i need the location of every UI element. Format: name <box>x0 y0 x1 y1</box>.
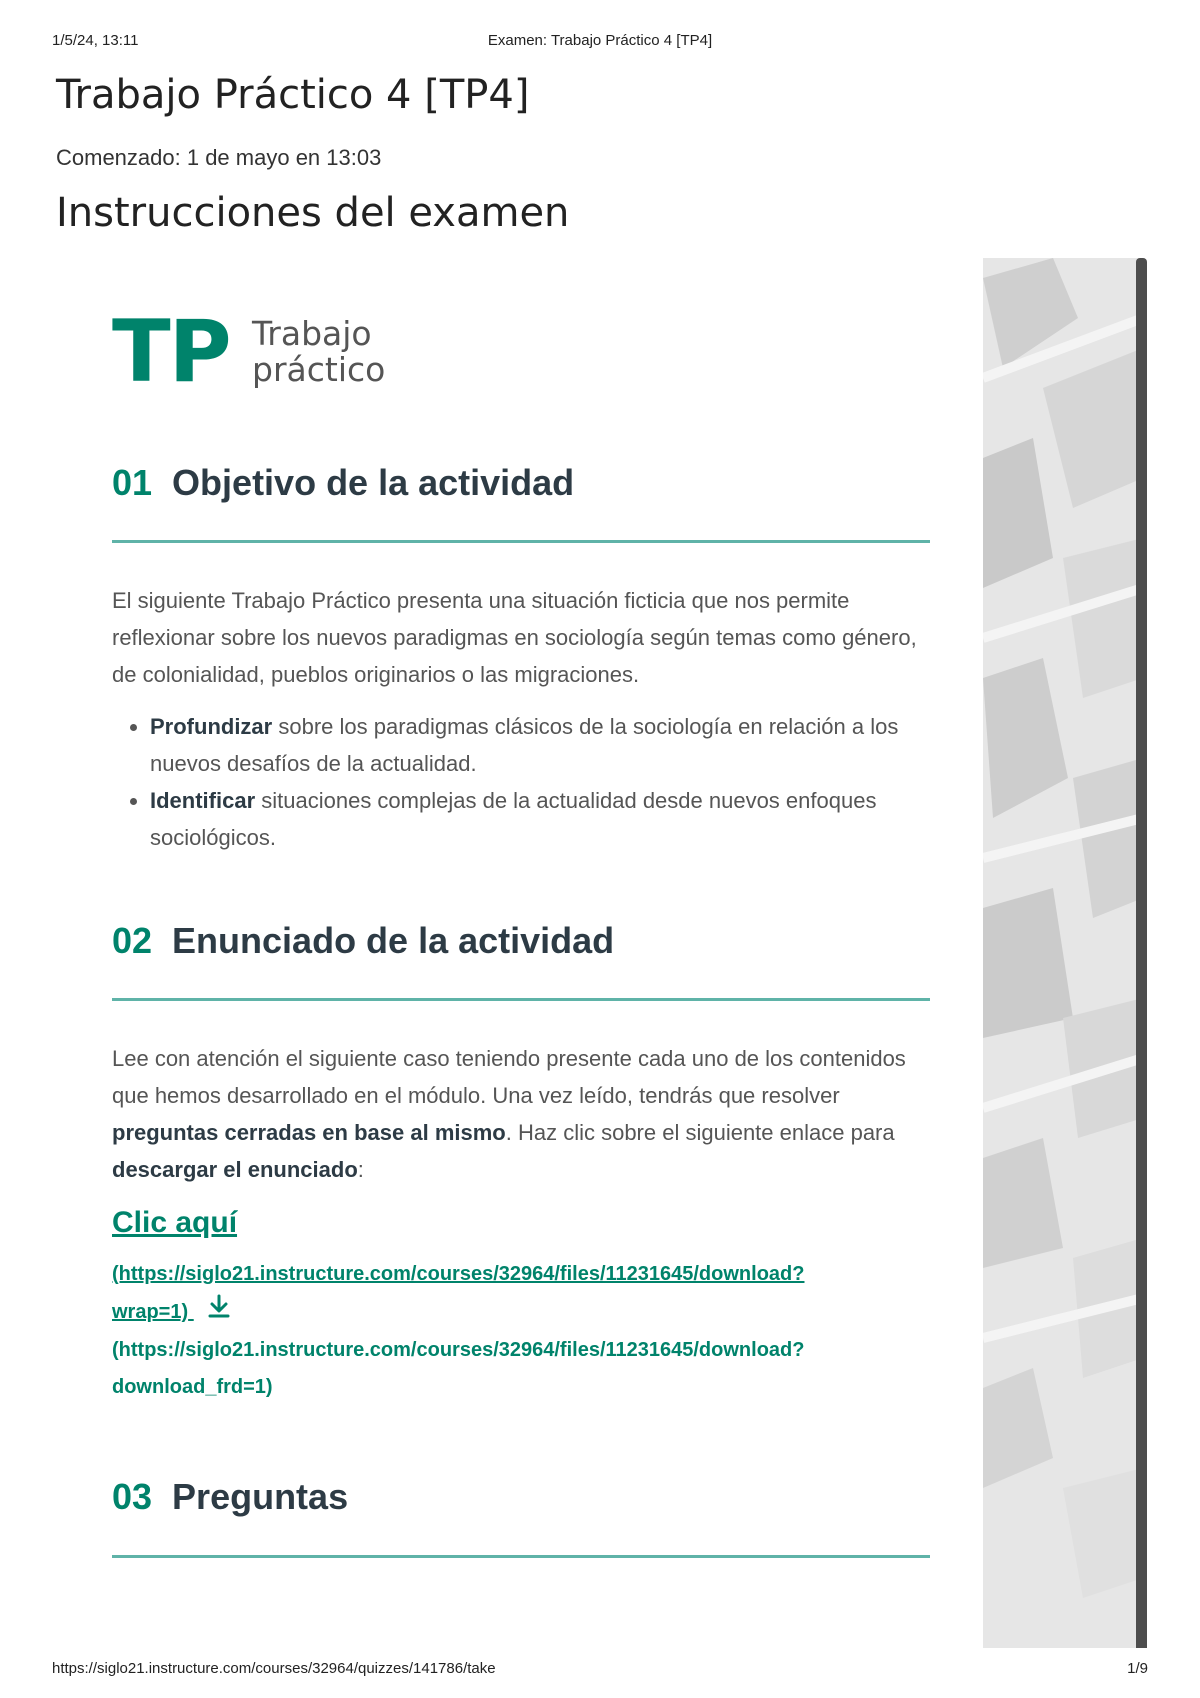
bullet-bold: Profundizar <box>150 714 273 739</box>
print-datetime: 1/5/24, 13:11 <box>52 32 139 49</box>
tp-logo <box>112 302 392 402</box>
bullet-bold: Identificar <box>150 788 256 813</box>
logo-line-1: Trabajo <box>252 314 372 353</box>
list-item <box>150 782 932 856</box>
section-number: 03 <box>112 1476 153 1517</box>
statement-bold: descargar el enunciado <box>112 1157 358 1182</box>
section-title: Preguntas <box>172 1476 349 1517</box>
print-doc-title: Examen: Trabajo Práctico 4 [TP4] <box>487 32 713 49</box>
logo-line-2: práctico <box>252 350 386 389</box>
statement-bold: preguntas cerradas en base al mismo <box>112 1120 506 1145</box>
bullet-text: sobre los paradigmas clásicos de la sociología en relación a los nuevos desafíos de la actualidad. <box>150 714 899 776</box>
download-link[interactable]: Clic aquí <box>112 1206 238 1239</box>
side-scrollbar <box>1136 258 1147 1648</box>
url-line: (https://siglo21.instructure.com/courses/32964/files/11231645/download? <box>112 1339 805 1361</box>
section-heading-03 <box>112 1476 927 1518</box>
list-item <box>150 708 932 782</box>
instructions-title: Instrucciones del examen <box>56 190 570 236</box>
section-divider <box>112 998 930 1001</box>
logo-letters: TP <box>112 302 230 402</box>
print-url: https://siglo21.instructure.com/courses/32964/quizzes/141786/take <box>52 1660 496 1677</box>
objective-intro: El siguiente Trabajo Práctico presenta una situación ficticia que nos permite reflexionar sobre los nuevos paradigmas en sociología según temas como género, de colonialidad, pueblos originarios o las migraciones. <box>112 588 917 687</box>
print-footer <box>52 1660 1148 1677</box>
page-title: Trabajo Práctico 4 [TP4] <box>56 72 530 118</box>
section-title: Objetivo de la actividad <box>172 462 575 503</box>
statement-text <box>112 1040 932 1188</box>
url-line: wrap=1) <box>112 1300 189 1323</box>
bullet-text: situaciones complejas de la actualidad desde nuevos enfoques sociológicos. <box>150 788 877 850</box>
section-number: 02 <box>112 920 153 961</box>
section-divider <box>112 1555 930 1558</box>
download-url-1[interactable] <box>112 1256 932 1332</box>
started-timestamp: Comenzado: 1 de mayo en 13:03 <box>56 145 382 170</box>
print-page-number: 1/9 <box>1127 1660 1148 1677</box>
logo-text <box>252 316 385 388</box>
section-heading-02 <box>112 920 927 962</box>
section-number: 01 <box>112 462 153 503</box>
statement-part: : <box>357 1157 364 1182</box>
section-heading-01 <box>112 462 927 504</box>
statement-part: . Haz clic sobre el siguiente enlace para <box>505 1120 895 1145</box>
section-divider <box>112 540 930 543</box>
url-line: download_frd=1) <box>112 1376 273 1398</box>
download-url-2[interactable] <box>112 1332 932 1406</box>
objective-bullets <box>112 708 932 856</box>
url-line: (https://siglo21.instructure.com/courses/32964/files/11231645/download? <box>112 1263 805 1285</box>
section-title: Enunciado de la actividad <box>172 920 615 961</box>
print-header <box>52 32 1148 49</box>
download-icon[interactable] <box>206 1293 232 1332</box>
decorative-side-image <box>983 258 1143 1648</box>
statement-part: Lee con atención el siguiente caso teniendo presente cada uno de los contenidos que hemos desarrollado en el módulo. Una vez leído, tendrás que resolver <box>112 1046 906 1108</box>
